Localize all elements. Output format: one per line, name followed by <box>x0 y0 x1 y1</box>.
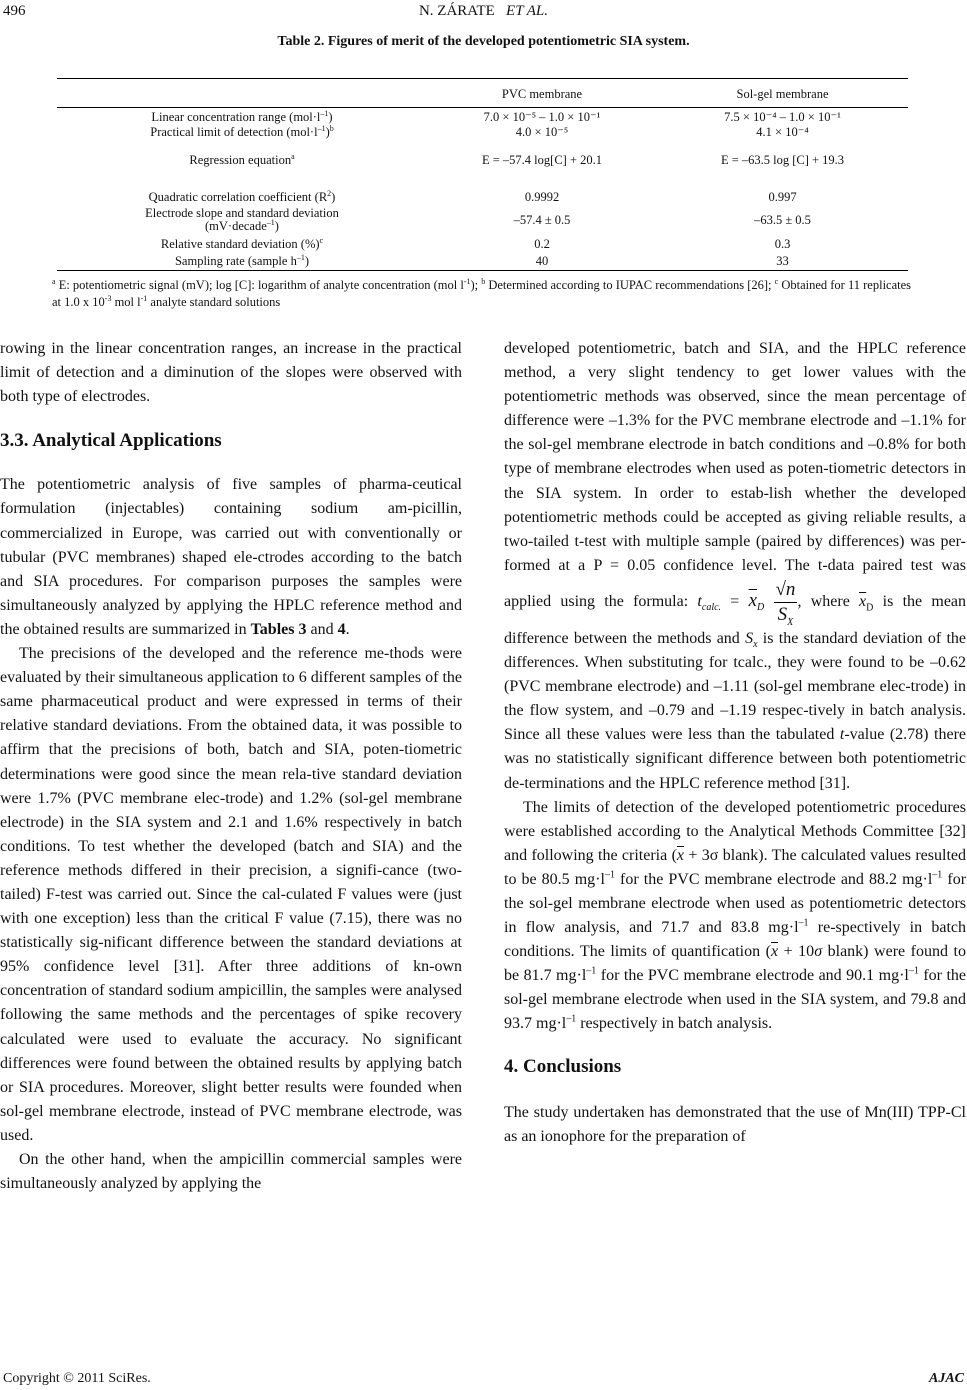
row-value-solgel: 7.5 × 10⁻⁴ – 1.0 × 10⁻¹ <box>724 110 841 124</box>
table-row <box>57 236 908 253</box>
table-row <box>57 124 908 140</box>
page-number: 496 <box>3 3 26 19</box>
table-row <box>57 253 908 270</box>
table-header-row <box>57 79 908 108</box>
row-value-pvc: 0.9992 <box>524 190 560 204</box>
row-label: Regression equation$^a$ <box>189 151 295 167</box>
row-label: Relative standard deviation (%)$^c$ <box>160 235 324 251</box>
table-caption: Table 2. Figures of merit of the developed potentiometric SIA system. <box>277 34 690 49</box>
row-label: Electrode slope and standard deviation (mV·decade$^{-1}$) <box>145 206 339 233</box>
paragraph: The precisions of the developed and the reference me-thods were evaluated by their simultaneous application to 6 different samples of the same pharmaceutical product and were expressed in terms of their relative standard deviations. From the obtained data, it was possible to affirm that the precisions of both, batch and SIA, poten-tiometric determinations were good since the mean rela-tive standard deviation were 1.7% (PVC membrane elec-trode) and 1.2% (sol-gel membrane electrode) in the SIA system and 2.1 and 1.6% respectively in batch conditions. To test whether the developed (batch and SIA) and the reference methods differed in their precision, a signifi-cance (two-tailed) F-test was carried out. Since the cal-culated F values were (just with one exception) less than the critical F value (7.15), there was no statistically sig-nificant difference between the standard deviations at 95% confidence level [31]. After three additions of kn-own concentration of standard sodium ampicillin, the samples were analysed following the same methods and the percentages of spike recovery calculated were used to evaluate the accuracy. No significant differences were found between the obtained results by applying batch or SIA procedures. Moreover, slight better results were founded when sol-gel membrane electrode, instead of PVC membrane electrode, was used. <box>0 645 462 1144</box>
paragraph: The study undertaken has demonstrated that the use of Mn(III) TPP-Cl as an ionophore for the preparation of <box>504 1103 966 1145</box>
row-value-pvc: 40 <box>427 253 657 270</box>
row-label: Sampling rate (sample $h^{-1}$) <box>57 253 427 270</box>
table-footnotes: $^a$ E: potentiometric signal (mV); log [C]: logarithm of analyte concentration (mol $l^{-1}$); $^b$ Determined according to IUPAC recommendations [26]; $^c$ Obtained for 11 replicates at 1.0 x $10^{-3}$ mol $l^{-1}$ analyte standard solutions <box>52 276 912 309</box>
paragraph: The limits of detection of the developed potentiometric procedures were established according to the Analytical Methods Committee [32] and following the criteria ($\overline{x} + 3\sigma$ blank). The calculated values resulted to be 80.5 $mg\cdot l^{-1}$ for the PVC membrane electrode and 88.2 $mg\cdot l^{-1}$ for the sol-gel membrane electrode when used as potentiometric detectors in flow analysis, and 71.7 and 83.8 $mg\cdot l^{-1}$ re-spectively in batch conditions. The limits of quantification ($\overline{x} + 10\sigma$ blank) were found to be 81.7 $mg\cdot l^{-1}$ for the PVC membrane electrode and 90.1 $mg\cdot l^{-1}$ for the sol-gel membrane electrode when used in the SIA system, and 79.8 and 93.7 $mg\cdot l^{-1}$ respectively in batch analysis. <box>504 798 967 1033</box>
row-value-pvc: E = –57.4 log[C] + 20.1 <box>482 152 602 167</box>
row-value-solgel: 0.997 <box>768 190 797 204</box>
row-value-solgel: 33 <box>657 253 908 270</box>
paragraph: The potentiometric analysis of five samples of pharma-ceutical formulation (injectables) containing sodium am-picillin, commercialized in Europe, was carried out with conventionally or tubular (PVC membranes) shaped ele-ctrodes according to the batch and SIA procedures. For comparison purposes the samples were simultaneously analyzed by applying the HPLC reference method and the obtained results are summarized in Tables 3 and 4. <box>0 476 462 638</box>
row-label: Practical limit of detection $(mol\cdot l^{-1})^b$ <box>150 123 334 139</box>
row-value-pvc: 7.0 × 10⁻⁵ – 1.0 × 10⁻¹ <box>483 110 601 124</box>
row-value-solgel: E = –63.5 log [C] + 19.3 <box>720 152 845 167</box>
table-header-pvc: PVC membrane <box>427 79 657 108</box>
row-value-pvc: 4.0 × 10⁻⁵ <box>515 124 569 139</box>
journal-abbrev: AJAC <box>928 1371 964 1386</box>
left-column <box>0 337 462 1196</box>
row-value-solgel: –63.5 ± 0.5 <box>754 212 811 227</box>
row-value-solgel: 4.1 × 10⁻⁴ <box>756 124 809 139</box>
table-row <box>57 180 908 204</box>
table-header-solgel: Sol-gel membrane <box>657 79 908 108</box>
formula-fraction: $\frac{√n}{S_X}$ <box>775 578 796 628</box>
right-column <box>504 337 966 1149</box>
running-head <box>0 3 967 20</box>
section-heading: 4. Conclusions <box>504 1055 622 1077</box>
section-heading: 3.3. Analytical Applications <box>0 430 222 452</box>
t-test-formula: $t_{calc.} = \overline{x}_D$ $\frac{√n}{S_X}$ , <box>697 578 802 628</box>
table-header-label <box>57 79 427 108</box>
row-value-solgel: 0.3 <box>774 237 791 251</box>
table-row <box>57 108 908 125</box>
table-row <box>57 204 908 236</box>
row-value-pvc: –57.4 ± 0.5 <box>513 212 571 227</box>
row-value-pvc: 0.2 <box>534 237 550 251</box>
table-row <box>57 140 908 180</box>
paragraph: rowing in the linear concentration ranges, an increase in the practical limit of detection and a diminution of the slopes were observed with both type of electrodes. <box>0 340 462 406</box>
paragraph: developed potentiometric, batch and SIA, and the HPLC reference method, a very slight tendency to get lower values with the potentiometric methods was observed, since the mean percentage of difference were –1.3% for the PVC membrane electrode and –1.1% for the sol-gel membrane electrode in batch conditions and –0.8% for both type of membrane electrodes when used as poten-tiometric detectors in the SIA system. In order to estab-lish whether the developed potentiometric methods could be accepted as giving reliable results, a two-tailed t-test with multiple sample (paired by differences) was per-formed at a P = 0.05 confidence level. The t-data paired test was applied using the formula: $t_{calc.} = \overline{x}_D$ $\frac{√n}{S_X}$ , where $\overline{x}_D$ is the mean difference between the methods and $S_x$ is the standard deviation of the differences. When substituting for tcalc., they were found to be –0.62 (PVC membrane electrode) and –1.11 (sol-gel membrane elec-trode) in the flow system, and –0.79 and –1.19 respec-tively in batch analysis. Since all these values were less than the tabulated t-value (2.78) there was no statistically significant difference between both potentiometric de-terminations and the HPLC reference method [31]. <box>504 340 967 792</box>
running-head-etal: ET AL. <box>506 3 549 19</box>
running-head-authors: N. ZÁRATE <box>418 3 495 19</box>
page-header <box>0 0 967 24</box>
paragraph: On the other hand, when the ampicillin commercial samples were simultaneously analyzed by applying the <box>0 1151 462 1193</box>
row-label: Quadratic correlation coefficient $(R^2)$ <box>148 188 336 204</box>
figures-of-merit-table <box>57 78 908 271</box>
copyright-notice: Copyright © 2011 SciRes. <box>3 1371 151 1386</box>
row-label: Linear concentration range $(mol\cdot l^{-1})$ <box>151 108 333 124</box>
